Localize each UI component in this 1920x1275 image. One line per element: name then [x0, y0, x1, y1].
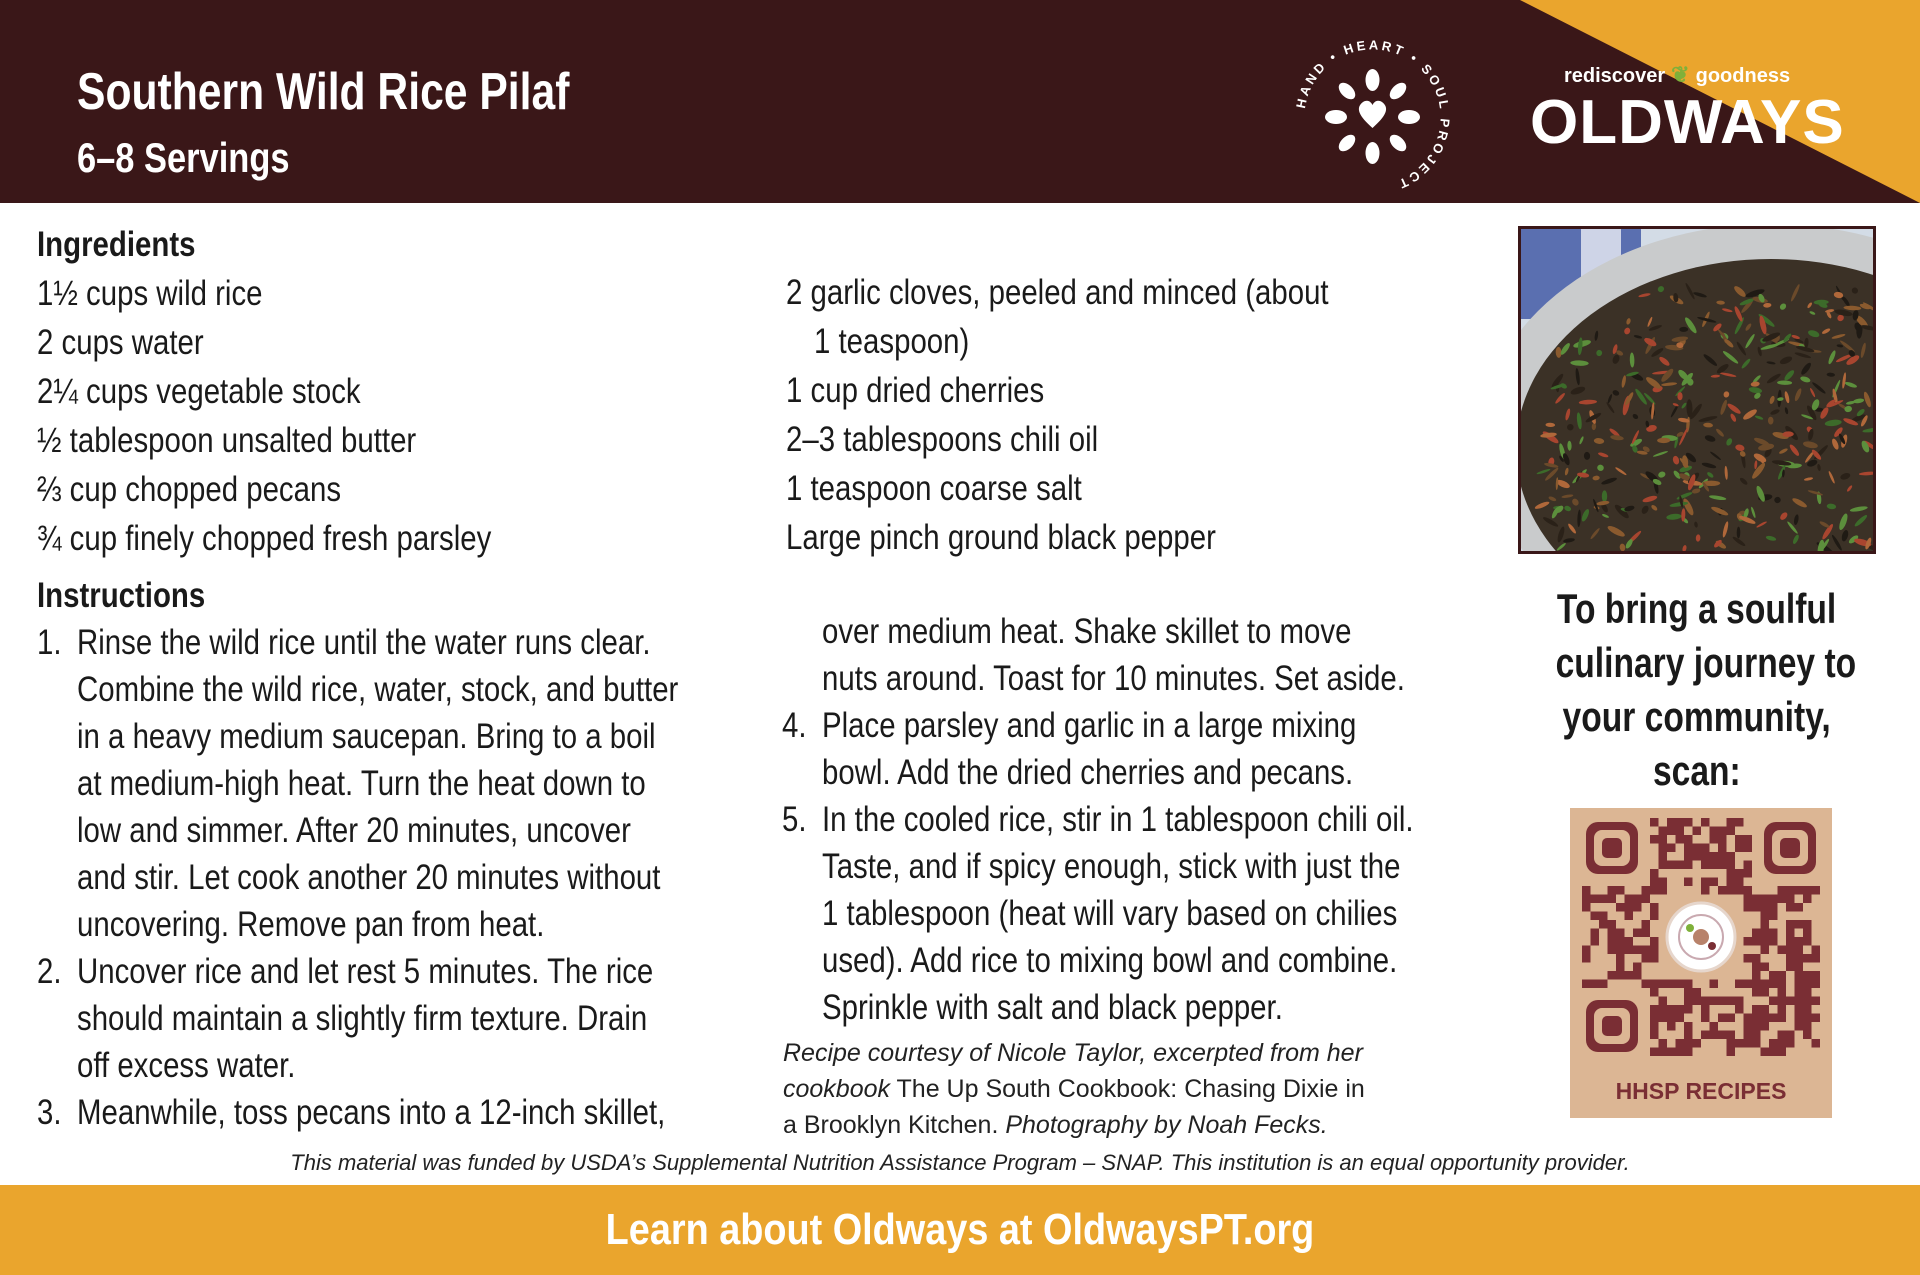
step-line: at medium-high heat. Turn the heat down to: [77, 764, 646, 803]
ingredient-item: 2–3 tablespoons chili oil: [786, 420, 1099, 459]
instructions-heading: Instructions: [37, 576, 206, 615]
step-number: 1.: [37, 623, 62, 662]
step-line: Sprinkle with salt and black pepper.: [822, 988, 1283, 1027]
funding-disclaimer: This material was funded by USDA’s Supplemental Nutrition Assistance Program – SNAP. This institution is an equal opportunity provider.: [290, 1150, 1630, 1175]
ingredient-item: 1½ cups wild rice: [37, 274, 263, 313]
recipe-credit: [783, 1035, 1365, 1143]
instructions-column-left: [37, 572, 737, 1132]
footer-link-text[interactable]: Learn about Oldways at OldwaysPT.org: [605, 1205, 1315, 1254]
step-line: low and simmer. After 20 minutes, uncover: [77, 811, 631, 850]
ingredients-column-left: [37, 220, 578, 563]
ingredient-item: ¾ cup finely chopped fresh parsley: [37, 519, 492, 558]
qr-center-logo: [1667, 903, 1735, 971]
header-banner: [0, 0, 1920, 203]
recipe-photo: [1518, 226, 1876, 554]
ingredient-item: 1 cup dried cherries: [786, 371, 1045, 410]
step-line: uncovering. Remove pan from heat.: [77, 905, 545, 944]
cta-line: culinary journey to: [1555, 639, 1857, 686]
ingredient-item-continued: 1 teaspoon): [814, 322, 970, 361]
hand-heart-soul-logo: [1285, 30, 1460, 203]
credit-line: cookbook The Up South Cookbook: Chasing Dixie in: [783, 1075, 1365, 1103]
step-number: 5.: [782, 800, 807, 839]
qr-label: HHSP RECIPES: [1615, 1078, 1787, 1104]
step-number: 2.: [37, 952, 62, 991]
qr-code-card[interactable]: [1570, 808, 1832, 1118]
oldways-logo: OLDWAYS: [1530, 88, 1845, 157]
step-line: off excess water.: [77, 1046, 296, 1085]
leaf-icon: ❦: [1671, 62, 1690, 87]
footer-banner: [0, 1185, 1920, 1275]
hands-heart-icon: [1325, 69, 1420, 164]
qr-finder-bottom-left: [1586, 1000, 1638, 1052]
scan-call-to-action: [1518, 582, 1876, 798]
step-line: Taste, and if spicy enough, stick with just the: [822, 847, 1401, 886]
step-line: 1 tablespoon (heat will vary based on chilies: [822, 894, 1398, 933]
step-line: In the cooled rice, stir in 1 tablespoon chili oil.: [822, 800, 1414, 839]
step-line: Uncover rice and let rest 5 minutes. The rice: [77, 952, 654, 991]
cta-line: scan:: [1653, 747, 1741, 794]
ingredients-heading: Ingredients: [37, 225, 196, 264]
qr-finder-top-right: [1764, 822, 1816, 874]
step-line: over medium heat. Shake skillet to move: [822, 612, 1352, 651]
step-line: in a heavy medium saucepan. Bring to a boil: [77, 717, 656, 756]
step-number: 3.: [37, 1093, 62, 1132]
recipe-title: Southern Wild Rice Pilaf: [77, 63, 570, 121]
cta-line: To bring a soulful: [1557, 585, 1837, 632]
servings-count: 6–8 Servings: [77, 134, 290, 181]
ingredient-item: ½ tablespoon unsalted butter: [37, 421, 417, 460]
step-line: Meanwhile, toss pecans into a 12-inch skillet,: [77, 1093, 666, 1132]
oldways-tagline: rediscover ❦ goodness: [1564, 62, 1791, 87]
step-line: bowl. Add the dried cherries and pecans.: [822, 753, 1354, 792]
step-line: Place parsley and garlic in a large mixing: [822, 706, 1357, 745]
qr-finder-top-left: [1586, 822, 1638, 874]
step-line: Combine the wild rice, water, stock, and butter: [77, 670, 679, 709]
ingredient-item: 2¼ cups vegetable stock: [37, 372, 361, 411]
ingredient-item: Large pinch ground black pepper: [786, 518, 1216, 557]
ingredient-item: ⅔ cup chopped pecans: [37, 470, 342, 509]
step-line: used). Add rice to mixing bowl and combine.: [822, 941, 1398, 980]
instructions-column-right: [782, 608, 1502, 1028]
ingredients-column-right: [786, 268, 1432, 562]
ingredient-item: 1 teaspoon coarse salt: [786, 469, 1082, 508]
step-line: Rinse the wild rice until the water runs clear.: [77, 623, 651, 662]
step-line: and stir. Let cook another 20 minutes without: [77, 858, 661, 897]
step-number: 4.: [782, 706, 807, 745]
wild-rice-bowl-image: [1521, 229, 1873, 551]
svg-text:HAND • HEART • SOUL PROJECT: HAND • HEART • SOUL PROJECT: [1293, 37, 1453, 193]
step-line: should maintain a slightly firm texture. Drain: [77, 999, 648, 1038]
step-line: nuts around. Toast for 10 minutes. Set aside.: [822, 659, 1405, 698]
qr-code-icon[interactable]: [1582, 818, 1820, 1056]
credit-line: a Brooklyn Kitchen. Photography by Noah Fecks.: [783, 1111, 1328, 1139]
ingredient-item: 2 garlic cloves, peeled and minced (about: [786, 273, 1329, 312]
credit-line: Recipe courtesy of Nicole Taylor, excerpted from her: [783, 1039, 1363, 1067]
cta-line: your community,: [1562, 693, 1832, 740]
ingredient-item: 2 cups water: [37, 323, 204, 362]
